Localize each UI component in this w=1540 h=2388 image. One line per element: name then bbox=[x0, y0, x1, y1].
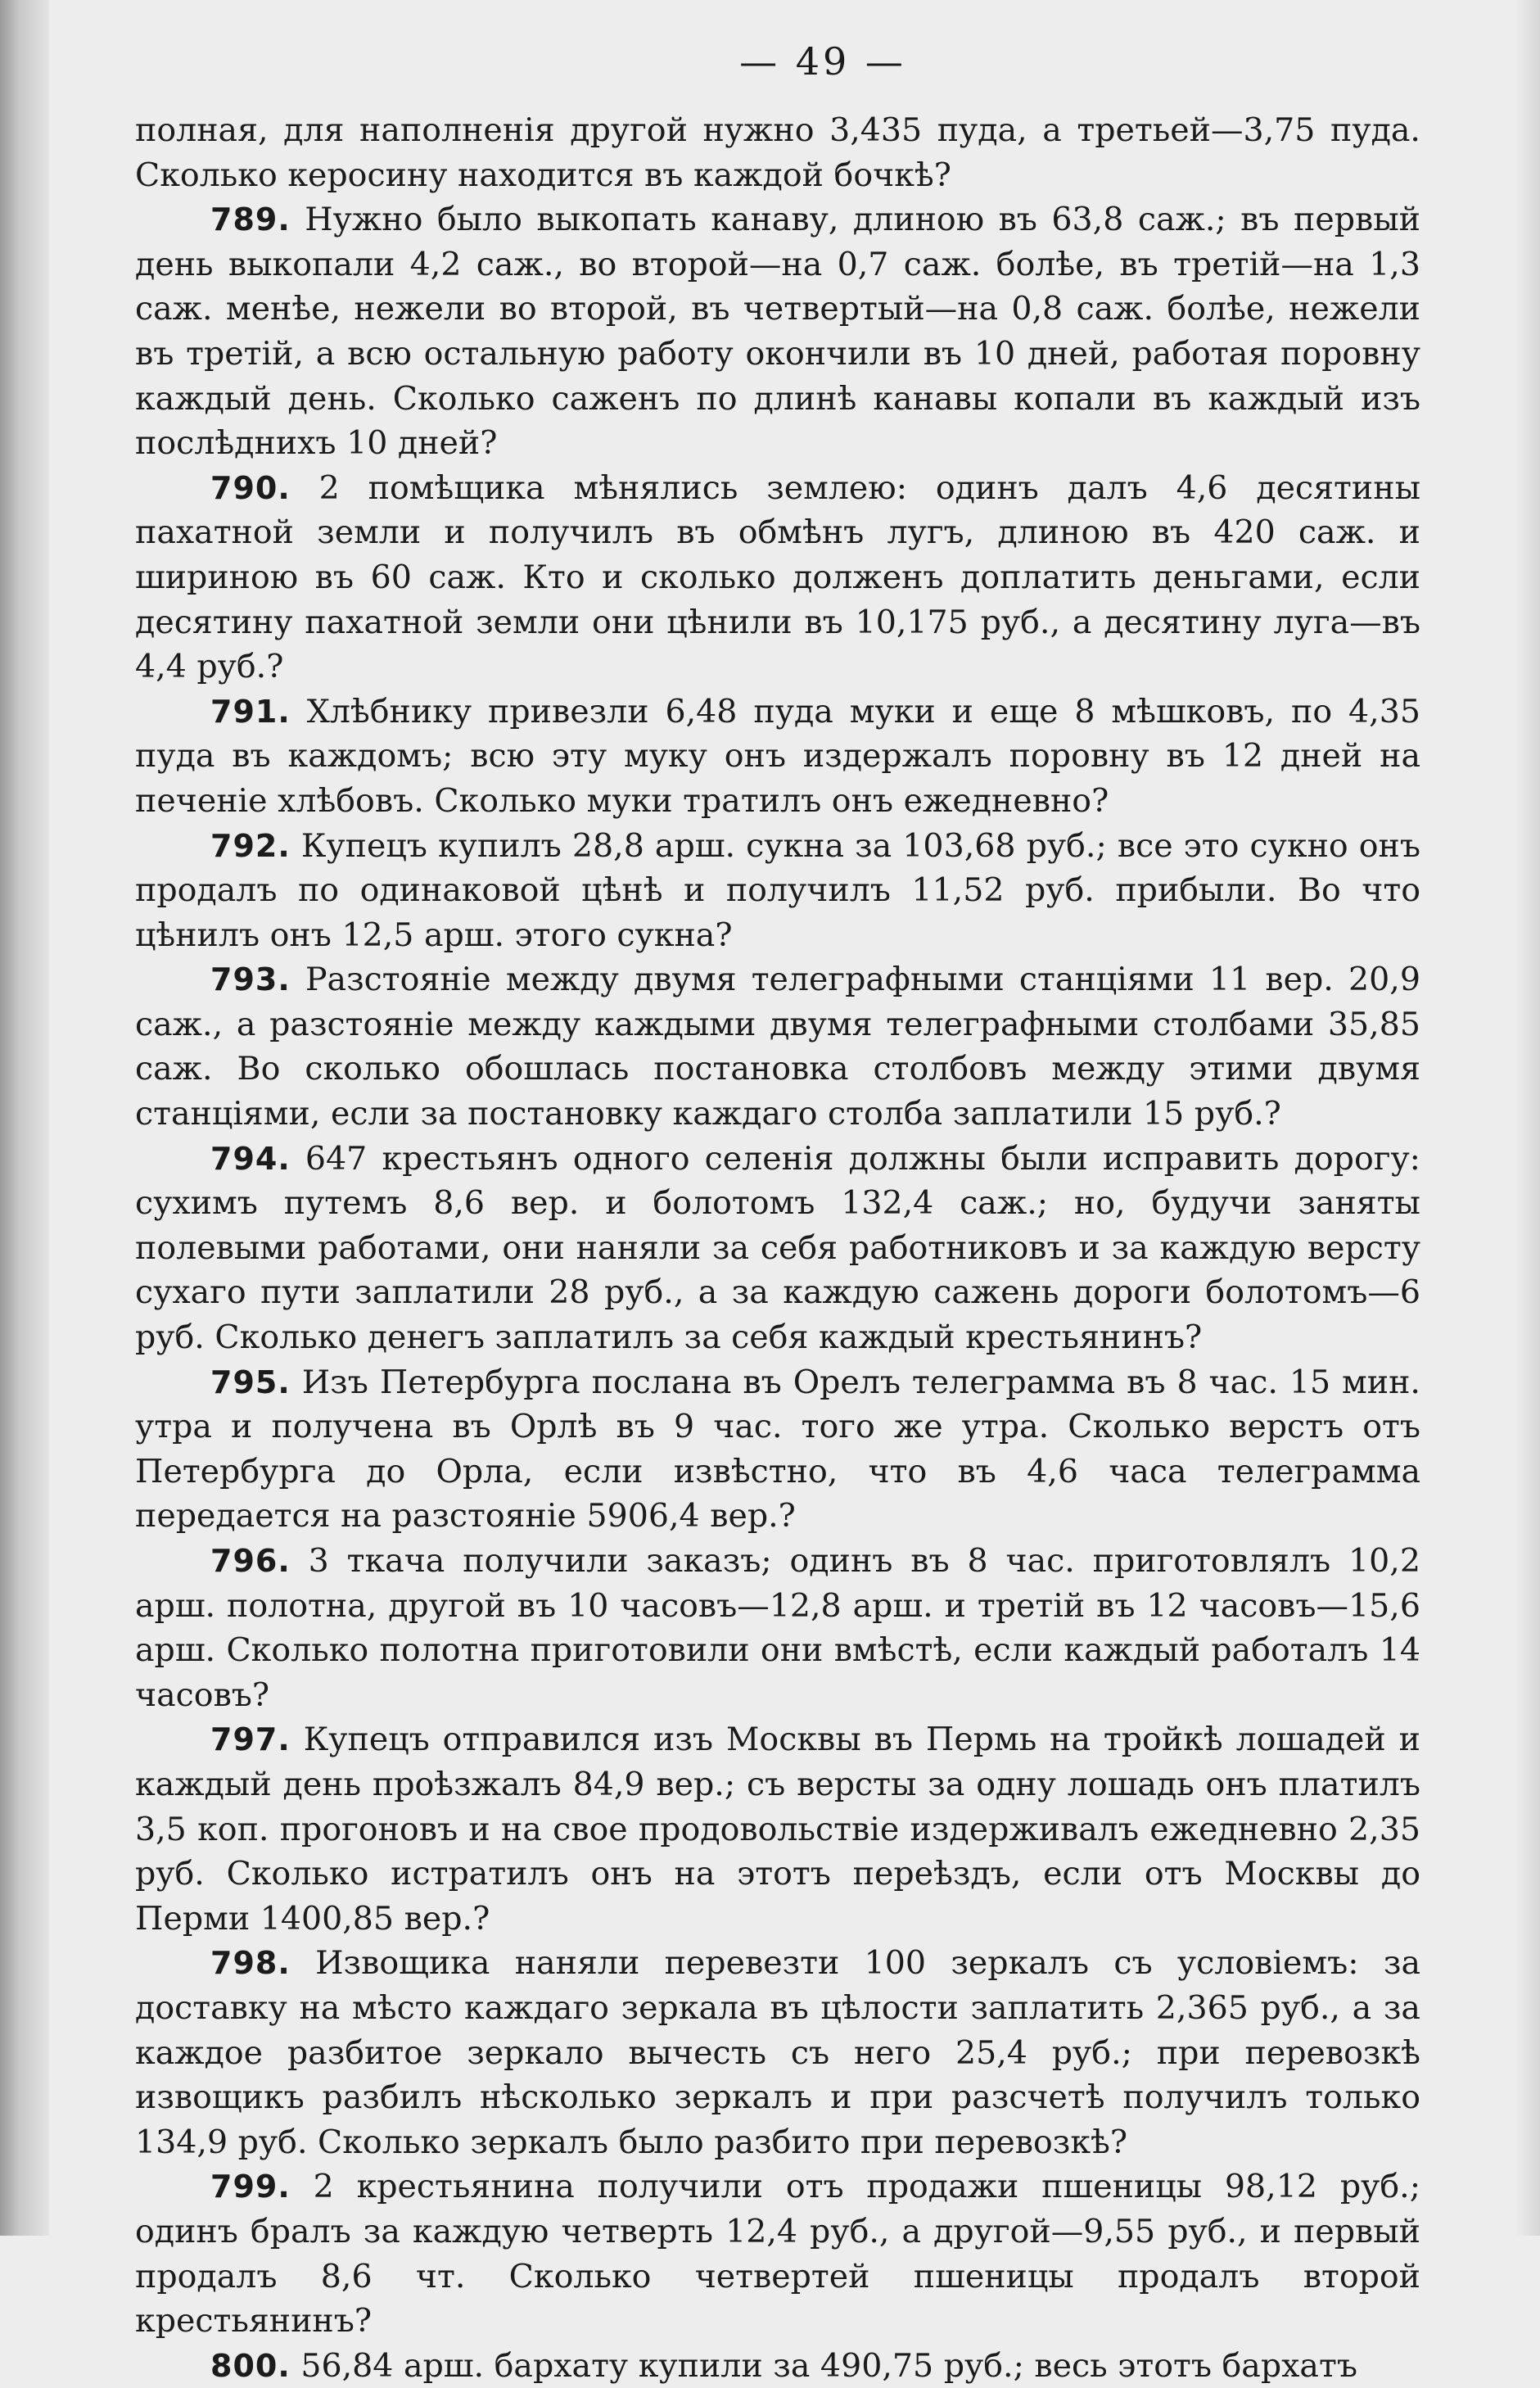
problem-text: Купецъ отправился изъ Москвы въ Пермь на тройкѣ лошадей и каждый день проѣзжалъ 84,9 вер.; съ версты за одну лошадь онъ платилъ 3,5 коп. прогоновъ и на свое продовольствіе издерживалъ ежедневно 2,35 руб. Сколько истратилъ онъ на этотъ переѣздъ, если отъ Москвы до Перми 1400,85 вер.? bbox=[135, 1721, 1420, 1938]
problem-text: Нужно было выкопать канаву, длиною въ 63,8 саж.; въ первый день выкопали 4,2 саж., во второй—на 0,7 саж. болѣе, въ третій—на 1,3 саж. менѣе, нежели во второй, въ четвертый—на 0,8 саж. болѣе, нежели въ третій, а всю остальную работу окончили въ 10 дней, работая поровну каждый день. Сколько саженъ по длинѣ канавы копали въ каждый изъ послѣднихъ 10 дней? bbox=[135, 201, 1420, 463]
problem-text: Изъ Петербурга послана въ Орелъ телеграмма въ 8 час. 15 мин. утра и получена въ Орлѣ въ 9 час. того же утра. Сколько верстъ отъ Петербурга до Орла, если извѣстно, что въ 4,6 часа телеграмма передается на разстояніе 5906,4 вер.? bbox=[135, 1363, 1420, 1535]
problem-number: 790. bbox=[210, 469, 291, 506]
problem-792 bbox=[135, 824, 1420, 958]
page-right-edge bbox=[1515, 0, 1540, 2236]
problem-text: Купецъ купилъ 28,8 арш. сукна за 103,68 руб.; все это сукно онъ продалъ по одинаковой цѣнѣ и получилъ 11,52 руб. прибыли. Во что цѣнилъ онъ 12,5 арш. этого сукна? bbox=[135, 826, 1420, 954]
problem-793 bbox=[135, 957, 1420, 1136]
problem-number: 799. bbox=[210, 2169, 291, 2205]
problem-number: 793. bbox=[210, 961, 291, 998]
problem-text: Разстояніе между двумя телеграфными станціями 11 вер. 20,9 саж., а разстояніе между каждыми двумя телеграфными столбами 35,85 саж. Во сколько обошлась постановка столбовъ между этими двумя станціями, если за постановку каждаго столба заплатили 15 руб.? bbox=[135, 961, 1420, 1133]
problem-798 bbox=[135, 1941, 1420, 2164]
problem-number: 791. bbox=[210, 693, 291, 730]
page-number: — 49 — bbox=[739, 39, 906, 84]
problem-text: 2 помѣщика мѣнялись землею: одинъ далъ 4,6 десятины пахатной земли и получилъ въ обмѣнъ лугъ, длиною въ 420 саж. и шириною въ 60 саж. Кто и сколько долженъ доплатить деньгами, если десятину пахатной земли они цѣнили въ 10,175 руб., а десятину луга—въ 4,4 руб.? bbox=[135, 468, 1421, 686]
problem-text: 2 крестьянина получили отъ продажи пшеницы 98,12 руб.; одинъ бралъ за каждую четверть 12,4 руб., а другой—9,55 руб., и первый продалъ 8,6 чт. Сколько четвертей пшеницы продалъ второй крестьянинъ? bbox=[135, 2168, 1421, 2341]
problem-number: 795. bbox=[210, 1364, 291, 1400]
problem-text: Хлѣбнику привезли 6,48 пуда муки и еще 8 мѣшковъ, по 4,35 пуда въ каждомъ; всю эту муку онъ издержалъ поровну въ 12 дней на печеніе хлѣбовъ. Сколько муки тратилъ онъ ежедневно? bbox=[135, 692, 1420, 820]
book-page bbox=[135, 33, 1421, 2385]
problem-791 bbox=[135, 690, 1420, 824]
problem-789 bbox=[135, 197, 1420, 466]
carryover-paragraph: полная, для наполненія другой нужно 3,435 пуда, а третьей—3,75 пуда. Сколько керосину находится въ каждой бочкѣ? bbox=[135, 111, 1420, 194]
problem-790 bbox=[135, 466, 1420, 690]
problem-794 bbox=[135, 1137, 1420, 1360]
problem-number: 794. bbox=[210, 1140, 291, 1177]
page-text bbox=[135, 108, 1420, 2388]
problem-number: 797. bbox=[210, 1721, 291, 1758]
problem-text: 3 ткача получили заказъ; одинъ въ 8 час. приготовлялъ 10,2 арш. полотна, другой въ 10 часовъ—12,8 арш. и третій въ 12 часовъ—15,6 арш. Сколько полотна приготовили они вмѣстѣ, если каждый работалъ 14 часовъ? bbox=[135, 1542, 1420, 1714]
problem-800 bbox=[135, 2344, 1420, 2388]
problem-797 bbox=[135, 1717, 1420, 1941]
problem-799 bbox=[135, 2164, 1420, 2343]
problem-796 bbox=[135, 1539, 1420, 1717]
problem-number: 798. bbox=[210, 1945, 291, 1982]
problem-text: Извощика наняли перевезти 100 зеркалъ съ условіемъ: за доставку на мѣсто каждаго зеркала въ цѣлости заплатить 2,365 руб., а за каждое разбитое зеркало вычесть съ него 25,4 руб.; при перевозкѣ извощикъ разбилъ нѣсколько зеркалъ и при разсчетѣ получилъ только 134,9 руб. Сколько зеркалъ было разбито при перевозкѣ? bbox=[135, 1944, 1421, 2161]
problem-number: 800. bbox=[210, 2347, 291, 2384]
problem-795 bbox=[135, 1360, 1420, 1539]
problem-text: 647 крестьянъ одного селенія должны были исправить дорогу: сухимъ путемъ 8,6 вер. и болотомъ 132,4 саж.; но, будучи заняты полевыми работами, они наняли за себя работниковъ и за каждую версту сухаго пути заплатили 28 руб., а за каждую сажень дороги болотомъ—6 руб. Сколько денегъ заплатилъ за себя каждый крестьянинъ? bbox=[135, 1139, 1420, 1357]
problem-text: 56,84 арш. бархату купили за 490,75 руб.; весь этотъ бархатъ bbox=[300, 2346, 1357, 2385]
page-binding-shadow bbox=[0, 0, 49, 2236]
problem-number: 796. bbox=[210, 1543, 291, 1579]
problem-number: 789. bbox=[210, 201, 291, 238]
problem-number: 792. bbox=[210, 827, 291, 864]
